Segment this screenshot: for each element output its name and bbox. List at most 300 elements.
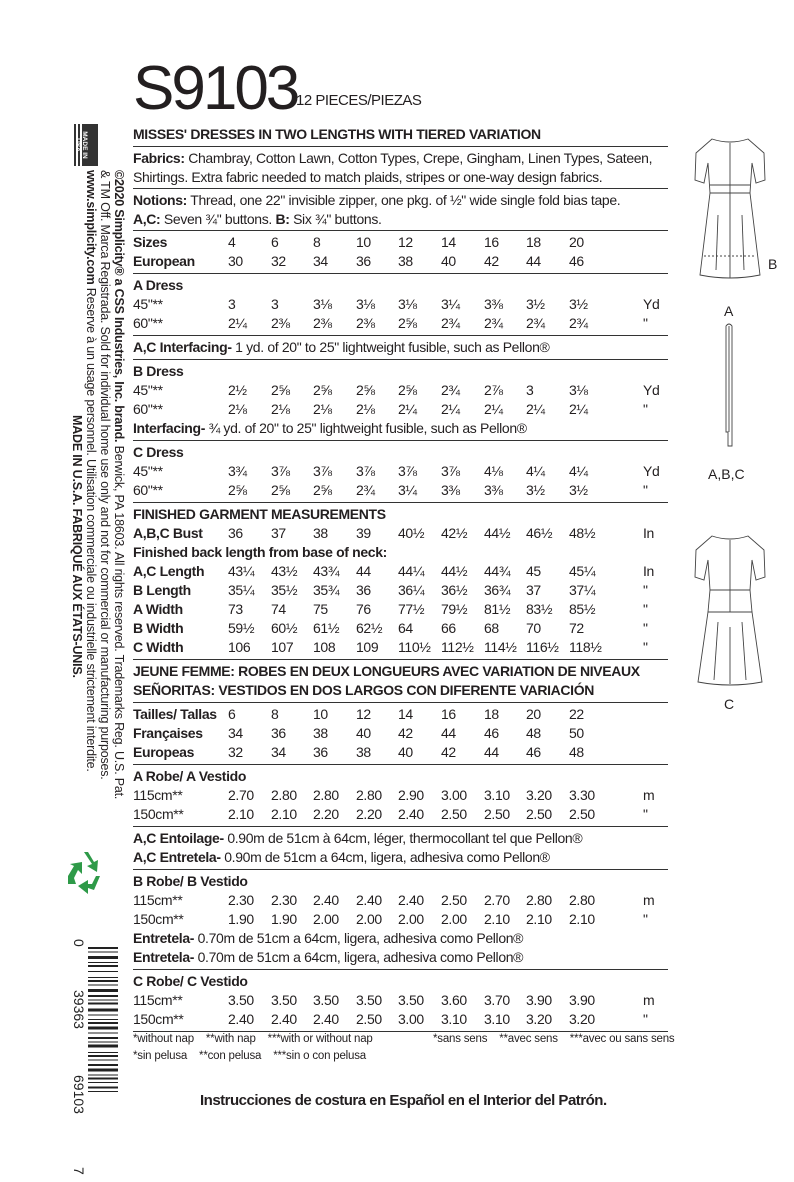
footnote: **avec sens [499,1033,558,1045]
notions-text [133,191,668,228]
cell-value: 36 [228,525,243,541]
barcode-bar [88,1027,118,1030]
unit: " [643,482,648,498]
cell-value: 36½ [441,582,468,598]
row-label: Tailles/ Tallas [133,706,217,722]
cell-value: 3 [526,382,534,398]
view-a-label: A [724,303,734,319]
copyright-rest: Berwick, PA 18603. All rights reserved. Trademarks Reg. U.S. Pat. [112,442,126,800]
barcode-bar [88,985,118,986]
cell-value: 40 [356,725,371,741]
cell-value: 2⅛ [313,401,332,417]
cell-value: 48 [569,744,584,760]
unit: Yd [643,382,660,398]
cell-value: 66 [441,620,456,636]
unit: " [643,911,648,927]
cell-value: 43¾ [313,563,340,579]
note-text: ¾ yd. of 20" to 25" lightweight fusible, such as Pellon® [205,420,527,436]
barcode-bar [88,1003,118,1005]
cell-value: 2⅜ [271,315,290,331]
yardage-chart [133,230,668,1032]
cell-value: 83½ [526,601,553,617]
cell-value: 61½ [313,620,340,636]
cell-value: 2.40 [398,806,424,822]
unit: m [643,787,655,803]
english-title: MISSES' DRESSES IN TWO LENGTHS WITH TIERED VARIATION [133,126,541,142]
cell-value: 3.50 [228,992,254,1008]
interfacing-note [133,848,668,867]
table-row [133,233,668,252]
unit: " [643,601,648,617]
row-label: B Width [133,620,184,636]
cell-value: 36 [271,725,286,741]
section-heading: B Dress [133,363,184,379]
footnote: ***with or without nap [267,1033,373,1045]
cell-value: 68 [484,620,499,636]
section-heading: A Dress [133,277,183,293]
table-row [133,400,668,419]
cell-value: 3 [271,296,279,312]
cell-value: 30 [228,253,243,269]
cell-value: 34 [228,725,243,741]
cell-value: 44 [484,744,499,760]
cell-value: 2⅝ [313,482,332,498]
barcode-bar [88,962,118,963]
cell-value: 3⅜ [484,296,503,312]
cell-value: 2¾ [441,382,460,398]
table-row [133,581,668,600]
cell-value: 2.10 [228,806,254,822]
divider [133,188,668,189]
pieces-count: 12 PIECES/PIEZAS [296,92,422,109]
cell-value: 2.80 [356,787,382,803]
cell-value: 2⅛ [356,401,375,417]
cell-value: 40 [398,744,413,760]
table-row [133,805,668,824]
note-text: 0.90m de 51cm à 64cm, léger, thermocollant tel que Pellon® [223,830,583,846]
cell-value: 36¾ [484,582,511,598]
cell-value: 4⅛ [484,463,503,479]
unit: Yd [643,296,660,312]
section-heading: A Robe/ A Vestido [133,768,247,784]
interfacing-note [133,338,668,357]
barcode-bar [88,1055,118,1057]
cell-value: 2.90 [398,787,424,803]
cell-value: 3.30 [569,787,595,803]
row-label: 150cm** [133,1011,184,1027]
note-label: A,C Interfacing- [133,339,232,355]
cell-value: 2.30 [271,892,297,908]
cell-value: 2¾ [569,315,588,331]
cell-value: 18 [484,706,499,722]
cell-value: 3⅞ [441,463,460,479]
barcode-digit: 7 [71,1167,87,1175]
cell-value: 45¼ [569,563,596,579]
cell-value: 2.10 [484,911,510,927]
cell-value: 77½ [398,601,425,617]
cell-value: 2.50 [441,806,467,822]
barcode-bar [88,977,118,978]
cell-value: 40 [441,253,456,269]
barcode-bar [88,1037,118,1039]
cell-value: 16 [484,234,499,250]
row-label: 45"** [133,296,163,312]
cell-value: 76 [356,601,371,617]
cell-value: 2¼ [526,401,545,417]
cell-value: 60½ [271,620,298,636]
cell-value: 44¼ [398,563,425,579]
cell-value: 3⅞ [356,463,375,479]
section-heading: JEUNE FEMME: ROBES EN DEUX LONGUEURS AVEC VARIATION DE NIVEAUX [133,663,640,679]
cell-value: 2.50 [569,806,595,822]
cell-value: 3½ [569,296,588,312]
cell-value: 2⅝ [398,315,417,331]
buttons-ac-label: A,C: [133,210,161,227]
table-row [133,562,668,581]
cell-value: 3.60 [441,992,467,1008]
note-text: 0.70m de 51cm a 64cm, ligera, adhesiva como Pellon® [194,930,524,946]
pattern-number: S9103 [133,54,298,123]
cell-value: 2.70 [484,892,510,908]
table-row [133,481,668,500]
cell-value: 2.50 [441,892,467,908]
cell-value: 81½ [484,601,511,617]
row-label: A,B,C Bust [133,525,203,541]
cell-value: 3.10 [484,1011,510,1027]
cell-value: 2.00 [356,911,382,927]
cell-value: 12 [356,706,371,722]
cell-value: 3.50 [271,992,297,1008]
cell-value: 2¼ [441,401,460,417]
cell-value: 35¼ [228,582,255,598]
footnote: ***avec ou sans sens [569,1033,675,1045]
cell-value: 43¼ [228,563,255,579]
note-label: Entretela- [133,930,195,946]
cell-value: 2.30 [228,892,254,908]
cell-value: 46½ [526,525,553,541]
note-label: Interfacing- [133,420,206,436]
cell-value: 32 [228,744,243,760]
cell-value: 2⅞ [484,382,503,398]
divider [133,764,668,765]
cell-value: 2.10 [526,911,552,927]
cell-value: 37 [271,525,286,541]
footnotes-en-es [133,1031,373,1065]
barcode-bar [88,989,118,992]
barcode-bar [88,947,118,949]
interfacing-note [133,419,668,438]
cell-value: 2⅝ [271,382,290,398]
cell-value: 14 [441,234,456,250]
unit: Yd [643,463,660,479]
cell-value: 74 [271,601,286,617]
row-label: 115cm** [133,892,183,908]
cell-value: 79½ [441,601,468,617]
table-row [133,524,668,543]
cell-value: 36¼ [398,582,425,598]
unit: " [643,620,648,636]
cell-value: 44 [356,563,371,579]
barcode-bar [88,1069,118,1072]
divider [133,335,668,336]
cell-value: 64 [398,620,413,636]
cell-value: 34 [271,744,286,760]
cell-value: 2¾ [356,482,375,498]
cell-value: 2⅝ [313,382,332,398]
cell-value: 2.80 [569,892,595,908]
row-label: 60"** [133,401,163,417]
cell-value: 2.00 [441,911,467,927]
flag-text: MADE IN USA [74,131,88,159]
cell-value: 3.50 [356,992,382,1008]
table-row [133,600,668,619]
barcode-bar [88,952,118,953]
footnote: *without nap [133,1033,194,1045]
cell-value: 43½ [271,563,298,579]
row-label: 60"** [133,482,163,498]
cell-value: 2¾ [526,315,545,331]
row-label: 115cm** [133,992,183,1008]
row-label: Europeas [133,744,194,760]
cell-value: 3.50 [398,992,424,1008]
unit: In [643,563,654,579]
section-heading: FINISHED GARMENT MEASUREMENTS [133,506,386,522]
cell-value: 2.80 [313,787,339,803]
note-text: 0.90m de 51cm a 64cm, ligera, adhesiva como Pellon® [220,849,550,865]
section-heading: B Robe/ B Vestido [133,873,248,889]
cell-value: 2.40 [228,1011,254,1027]
table-row [133,705,668,724]
cell-value: 36 [313,744,328,760]
table-row [133,1010,668,1029]
cell-value: 116½ [526,639,559,655]
view-b-label: B [768,256,778,272]
cell-value: 38 [313,725,328,741]
table-row [133,314,668,333]
cell-value: 3.70 [484,992,510,1008]
cell-value: 2¼ [484,401,503,417]
table-row [133,724,668,743]
cell-value: 37 [526,582,541,598]
divider [133,359,668,360]
cell-value: 2⅜ [313,315,332,331]
table-row [133,381,668,400]
table-row [133,295,668,314]
cell-value: 2.40 [398,892,424,908]
unit: m [643,892,655,908]
barcode-bar [88,1075,118,1076]
divider [133,969,668,970]
section-heading: C Dress [133,444,184,460]
cell-value: 2⅜ [356,315,375,331]
cell-value: 2.50 [484,806,510,822]
barcode-bar [88,971,118,972]
cell-value: 3½ [569,482,588,498]
cell-value: 35½ [271,582,298,598]
barcode [60,935,120,1175]
barcode-bar [88,965,118,967]
buttons-ac-text: Seven ¾" buttons. [160,210,276,227]
cell-value: 2.00 [313,911,339,927]
cell-value: 18 [526,234,541,250]
unit: " [643,806,648,822]
notions-list: Thread, one 22" invisible zipper, one pkg. of ½" wide single fold bias tape. [186,192,621,208]
divider [133,502,668,503]
cell-value: 45 [526,563,541,579]
barcode-bar [88,1045,118,1048]
cell-value: 38 [356,744,371,760]
cell-value: 2.40 [271,1011,297,1027]
cell-value: 3¼ [441,296,460,312]
barcode-bar [88,1000,118,1001]
usage-note: Reserve à un usage personnel. Utilisation commerciale ou industrielle strictement interdite. [84,284,98,772]
cell-value: 3¼ [398,482,417,498]
cell-value: 20 [526,706,541,722]
note-text: 1 yd. of 20" to 25" lightweight fusible, such as Pellon® [231,339,550,355]
divider [133,702,668,703]
barcode-digit: 39363 [71,990,87,1029]
cell-value: 10 [313,706,328,722]
cell-value: 2.80 [526,892,552,908]
cell-value: 1.90 [228,911,254,927]
cell-value: 36 [356,582,371,598]
cell-value: 14 [398,706,413,722]
cell-value: 3¾ [228,463,247,479]
cell-value: 3⅛ [569,382,588,398]
dress-c-illustration [690,532,770,692]
cell-value: 6 [228,706,236,722]
fabrics-list: Chambray, Cotton Lawn, Cotton Types, Crepe, Gingham, Linen Types, Sateen, Shirtings. Extra fabric needed to match plaids, stripes or one-way design fabrics. [133,150,653,185]
footnote: *sans sens [433,1033,488,1045]
section-heading: SEÑORITAS: VESTIDOS EN DOS LARGOS CON DIFERENTE VARIACIÓN [133,682,595,698]
cell-value: 16 [441,706,456,722]
barcode-bar [88,1022,118,1024]
row-label: 115cm** [133,787,183,803]
row-label: A Width [133,601,183,617]
cell-value: 4¼ [526,463,545,479]
divider [133,440,668,441]
cell-value: 2⅝ [356,382,375,398]
cell-value: 46 [484,725,499,741]
cell-value: 3.90 [526,992,552,1008]
cell-value: 3.00 [441,787,467,803]
website-line [84,170,98,772]
cell-value: 39 [356,525,371,541]
website-link[interactable]: www.simplicity.com [84,170,98,285]
cell-value: 3⅞ [398,463,417,479]
cell-value: 3⅛ [313,296,332,312]
cell-value: 48 [526,725,541,741]
cell-value: 3.20 [526,787,552,803]
row-label: European [133,253,195,269]
made-in-usa-line: MADE IN U.S.A. FABRIQUÉ AUX ÉTATS-UNIS. [70,415,84,678]
cell-value: 118½ [569,639,602,655]
footnote: **with nap [205,1033,256,1045]
cell-value: 2.40 [356,892,382,908]
view-abc-label: A,B,C [708,466,745,482]
cell-value: 3½ [526,482,545,498]
cell-value: 38 [313,525,328,541]
row-label: 150cm** [133,806,184,822]
cell-value: 42 [441,744,456,760]
cell-value: 2¼ [398,401,417,417]
unit: " [643,315,648,331]
cell-value: 62½ [356,620,383,636]
cell-value: 3⅜ [484,482,503,498]
row-label: Françaises [133,725,203,741]
cell-value: 3.20 [526,1011,552,1027]
note-label: A,C Entretela- [133,849,221,865]
cell-value: 44¾ [484,563,511,579]
barcode-bar [88,1078,118,1080]
unit: " [643,639,648,655]
barcode-bar [88,995,118,997]
cell-value: 59½ [228,620,255,636]
cell-value: 2.40 [313,1011,339,1027]
cell-value: 40½ [398,525,425,541]
cell-value: 3.90 [569,992,595,1008]
note-label: A,C Entoilage- [133,830,224,846]
divider [133,659,668,660]
cell-value: 4¼ [569,463,588,479]
cell-value: 48½ [569,525,596,541]
cell-value: 34 [313,253,328,269]
interfacing-note [133,829,668,848]
row-label: 150cm** [133,911,184,927]
buttons-b-text: Six ¾" buttons. [289,210,382,227]
cell-value: 3⅛ [398,296,417,312]
barcode-bar [88,1015,118,1016]
cell-value: 42 [398,725,413,741]
cell-value: 3.00 [398,1011,424,1027]
table-row [133,991,668,1010]
divider [133,826,668,827]
cell-value: 72 [569,620,584,636]
cell-value: 35¾ [313,582,340,598]
footnote: ***sin o con pelusa [273,1050,366,1062]
cell-value: 3⅞ [271,463,290,479]
cell-value: 46 [569,253,584,269]
cell-value: 85½ [569,601,596,617]
cell-value: 109 [356,639,379,655]
fabrics-text [133,149,668,186]
table-row [133,786,668,805]
cell-value: 108 [313,639,336,655]
tie-belt-illustration [720,322,740,452]
barcode-bar [88,1052,118,1053]
cell-value: 44½ [441,563,468,579]
cell-value: 2.40 [313,892,339,908]
cell-value: 2.00 [398,911,424,927]
row-label: 45"** [133,382,163,398]
trademark-line: & TM Off. Marca Registrada. Sold for individual home use only and not for commercial or manufacturing purposes. [98,170,112,780]
cell-value: 114½ [484,639,517,655]
barcode-bar [88,1064,118,1066]
cell-value: 3.10 [441,1011,467,1027]
cell-value: 3½ [526,296,545,312]
cell-value: 2.70 [228,787,254,803]
barcode-bar [88,1060,118,1061]
fabrics-label: Fabrics: [133,150,185,166]
divider [133,869,668,870]
cell-value: 2⅝ [271,482,290,498]
footnote: *sin pelusa [133,1050,188,1062]
barcode-bar [88,1091,118,1092]
unit: m [643,992,655,1008]
row-label: Sizes [133,234,168,250]
copyright-bold: ©2020 Simplicity® a CSS Industries, Inc. brand. [112,170,126,443]
cell-value: 75 [313,601,328,617]
